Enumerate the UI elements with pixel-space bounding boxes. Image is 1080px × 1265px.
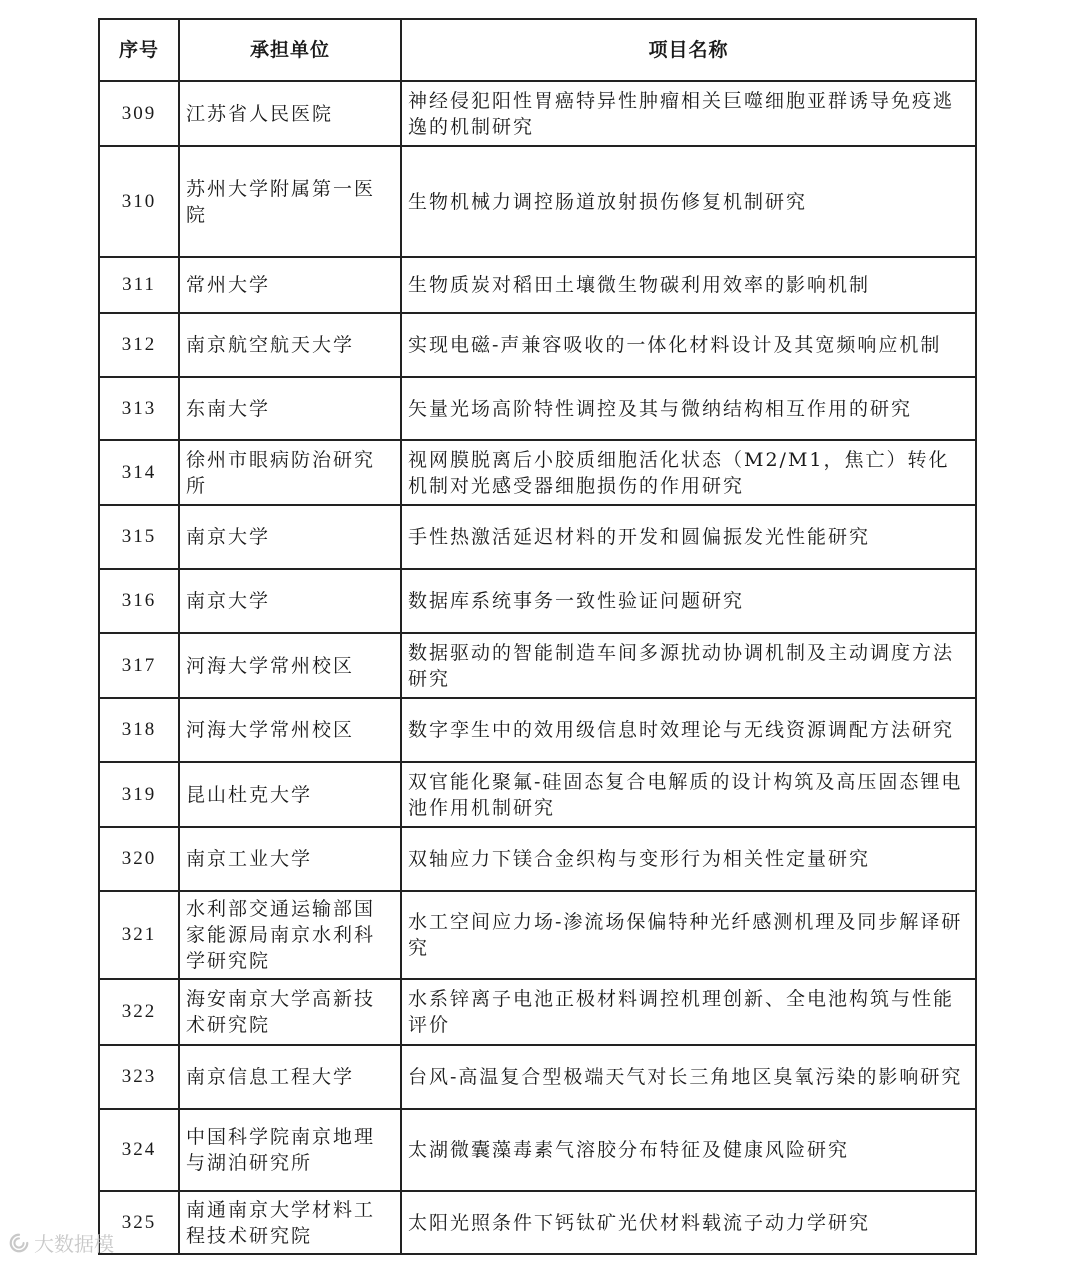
row-num: 316 [99,569,179,633]
row-num: 311 [99,257,179,313]
table-row [99,1109,976,1191]
table-row [99,146,976,257]
row-unit: 中国科学院南京地理与湖泊研究所 [179,1109,401,1191]
row-name: 双官能化聚氟-硅固态复合电解质的设计构筑及高压固态锂电池作用机制研究 [401,762,976,827]
header-num: 序号 [99,19,179,81]
table-row [99,313,976,377]
table-row [99,81,976,146]
header-row [99,19,976,81]
table-row [99,440,976,505]
table-row [99,1045,976,1109]
row-name: 水系锌离子电池正极材料调控机理创新、全电池构筑与性能评价 [401,979,976,1045]
row-name: 神经侵犯阳性胃癌特异性肿瘤相关巨噬细胞亚群诱导免疫逃逸的机制研究 [401,81,976,146]
row-num: 319 [99,762,179,827]
table-row [99,762,976,827]
row-name: 太湖微囊藻毒素气溶胶分布特征及健康风险研究 [401,1109,976,1191]
row-name: 视网膜脱离后小胶质细胞活化状态（M2/M1，焦亡）转化机制对光感受器细胞损伤的作用研究 [401,440,976,505]
row-name: 太阳光照条件下钙钛矿光伏材料载流子动力学研究 [401,1191,976,1254]
row-unit: 常州大学 [179,257,401,313]
row-num: 324 [99,1109,179,1191]
row-num: 318 [99,698,179,762]
row-num: 312 [99,313,179,377]
table-row [99,979,976,1045]
row-unit: 南京航空航天大学 [179,313,401,377]
watermark-text: 大数据模 [34,1232,114,1256]
row-name: 实现电磁-声兼容吸收的一体化材料设计及其宽频响应机制 [401,313,976,377]
table-row [99,633,976,698]
row-name: 手性热激活延迟材料的开发和圆偏振发光性能研究 [401,505,976,569]
row-num: 323 [99,1045,179,1109]
row-name: 生物机械力调控肠道放射损伤修复机制研究 [401,146,976,257]
row-unit: 海安南京大学高新技术研究院 [179,979,401,1045]
row-unit: 徐州市眼病防治研究所 [179,440,401,505]
watermark [8,1228,114,1257]
row-unit: 昆山杜克大学 [179,762,401,827]
row-name: 生物质炭对稻田土壤微生物碳利用效率的影响机制 [401,257,976,313]
row-num: 321 [99,891,179,979]
row-unit: 南京工业大学 [179,827,401,891]
project-table [98,18,977,1255]
table-row [99,1191,976,1254]
row-name: 水工空间应力场-渗流场保偏特种光纤感测机理及同步解译研究 [401,891,976,979]
table-row [99,257,976,313]
row-unit: 苏州大学附属第一医院 [179,146,401,257]
row-num: 322 [99,979,179,1045]
row-unit: 东南大学 [179,377,401,440]
table-row [99,698,976,762]
table-row [99,377,976,440]
row-num: 314 [99,440,179,505]
row-num: 325 [99,1191,179,1254]
row-name: 台风-高温复合型极端天气对长三角地区臭氧污染的影响研究 [401,1045,976,1109]
row-unit: 南通南京大学材料工程技术研究院 [179,1191,401,1254]
row-name: 矢量光场高阶特性调控及其与微纳结构相互作用的研究 [401,377,976,440]
row-num: 320 [99,827,179,891]
row-name: 数据库系统事务一致性验证问题研究 [401,569,976,633]
table-row [99,505,976,569]
row-name: 数据驱动的智能制造车间多源扰动协调机制及主动调度方法研究 [401,633,976,698]
swirl-logo-icon [8,1232,30,1254]
row-name: 数字孪生中的效用级信息时效理论与无线资源调配方法研究 [401,698,976,762]
row-unit: 江苏省人民医院 [179,81,401,146]
row-num: 315 [99,505,179,569]
row-num: 313 [99,377,179,440]
row-unit: 河海大学常州校区 [179,633,401,698]
row-unit: 南京大学 [179,569,401,633]
row-unit: 南京信息工程大学 [179,1045,401,1109]
row-name: 双轴应力下镁合金织构与变形行为相关性定量研究 [401,827,976,891]
header-name: 项目名称 [401,19,976,81]
table-row [99,891,976,979]
row-unit: 南京大学 [179,505,401,569]
row-unit: 水利部交通运输部国家能源局南京水利科学研究院 [179,891,401,979]
row-num: 309 [99,81,179,146]
row-unit: 河海大学常州校区 [179,698,401,762]
table-row [99,569,976,633]
table-row [99,827,976,891]
header-unit: 承担单位 [179,19,401,81]
row-num: 310 [99,146,179,257]
row-num: 317 [99,633,179,698]
